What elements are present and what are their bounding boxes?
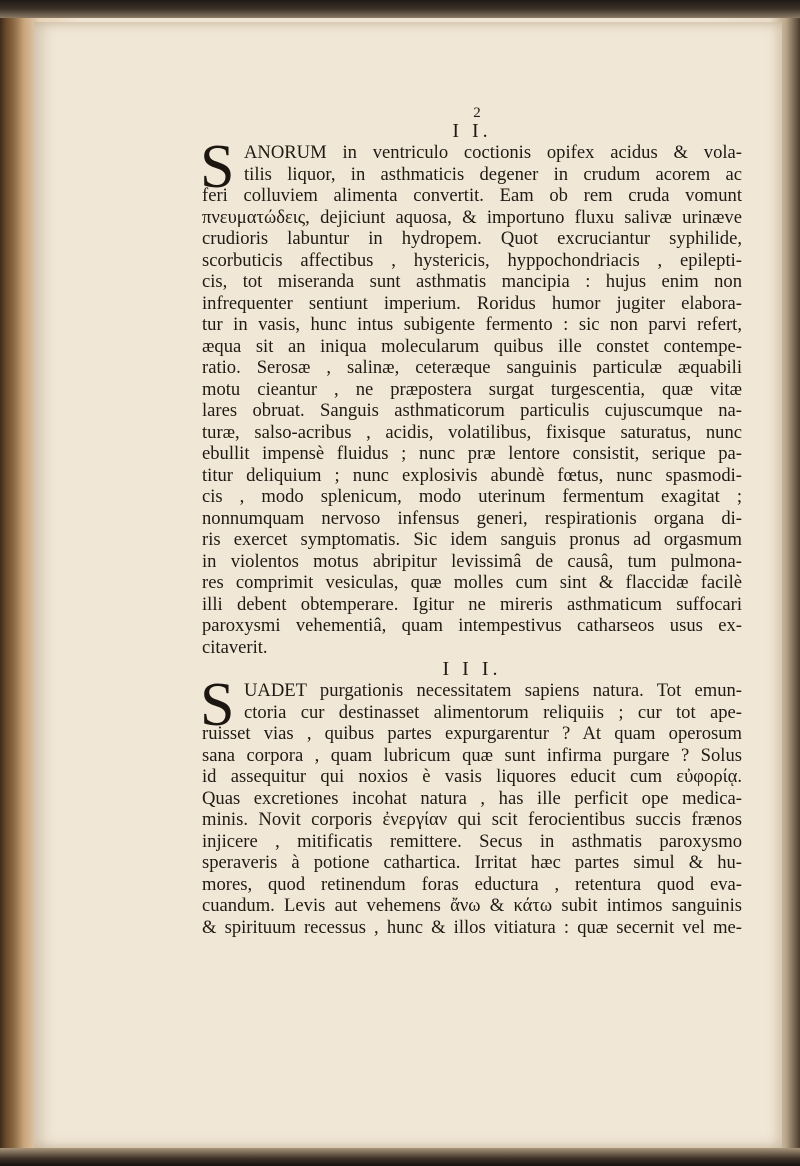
- book-top-edge: [0, 0, 800, 18]
- text-line: scorbuticis affectibus , hystericis, hyppochondriacis , epilepti-: [202, 249, 742, 271]
- text-line: tilis liquor, in asthmaticis degener in crudum acorem ac: [244, 163, 742, 185]
- text-line: speraveris à potione cathartica. Irritat hæc partes simul & hu-: [202, 852, 742, 873]
- text-line: mores, quod retinendum foras eductura , retentura quod eva-: [202, 873, 742, 895]
- text-line: illi debent obtemperare. Igitur ne mireris asthmaticum suffocari: [202, 593, 742, 615]
- section-heading-ii: I I.: [452, 120, 492, 142]
- section-ii: [200, 133, 742, 658]
- drop-cap: S: [200, 671, 235, 739]
- text-line: & spirituum recessus , hunc & illos vitiatura : quæ secernit vel me-: [202, 916, 742, 938]
- text-line: motu cieantur , ne præpostera surgat turgescentia, quæ vitæ: [202, 378, 742, 400]
- text-line: ris exercet symptomatis. Sic idem sanguis pronus ad orgasmum: [202, 529, 742, 550]
- text-line: ruisset vias , quibus partes expurgarentur ? At quam operosum: [202, 723, 742, 744]
- text-line: feri colluviem alimenta convertit. Eam ob rem cruda vomunt: [202, 185, 742, 206]
- text-line: titur deliquium ; nunc explosivis abundè fœtus, nunc spasmodi-: [202, 464, 742, 486]
- text-line: cuandum. Levis aut vehemens ἄνω & κάτω subit intimos sanguinis: [202, 895, 742, 916]
- text-line: infrequenter sentiunt imperium. Roridus humor jugiter elabora-: [202, 292, 742, 314]
- text-line: ratio. Serosæ , salinæ, ceteræque sanguinis particulæ æquabili: [202, 357, 742, 378]
- page-number: 2: [473, 105, 481, 121]
- text-line: citaverit.: [202, 636, 268, 658]
- book-bottom-edge: [0, 1148, 800, 1166]
- text-line: cis, tot miseranda sunt asthmatis mancipia : hujus enim non: [202, 271, 742, 292]
- text-line: paroxysmi vehementiâ, quam intempestivus catharseos usus ex-: [202, 615, 742, 636]
- text-line: lares obruat. Sanguis asthmaticorum particulis cujuscumque na-: [202, 400, 742, 421]
- text-line: ANORUM in ventriculo coctionis opifex acidus & vola-: [244, 142, 742, 163]
- text-line: res comprimit vesiculas, quæ molles cum sint & flaccidæ facilè: [202, 572, 742, 593]
- text-line: nonnumquam nervoso infensus generi, respirationis organa di-: [202, 507, 742, 529]
- text-line: injicere , mitificatis remittere. Secus in asthmatis paroxysmo: [202, 830, 742, 852]
- text-line: ctoria cur destinasset alimentorum reliquiis ; cur tot ape-: [244, 701, 742, 723]
- text-line: æqua sit an iniqua molecularum quibus ille constet contempe-: [202, 335, 742, 357]
- book-page: [34, 22, 782, 1148]
- text-line: tur in vasis, hunc intus subigente fermento : sic non parvi refert,: [202, 314, 742, 335]
- drop-cap: S: [200, 133, 235, 201]
- text-line: UADET purgationis necessitatem sapiens natura. Tot emun-: [244, 680, 742, 701]
- text-line: sana corpora , quam lubricum quæ sunt infirma purgare ? Solus: [202, 744, 742, 766]
- text-line: crudioris labuntur in hydropem. Quot excruciantur syphilide,: [202, 228, 742, 249]
- text-line: cis , modo splenicum, modo uterinum fermentum exagitat ;: [202, 486, 742, 507]
- text-line: ebullit impensè fluidus ; nunc præ lentore consistit, serique pa-: [202, 443, 742, 464]
- text-line: πνευματώδεις, dejiciunt aquosa, & importuno fluxu salivæ urinæve: [202, 206, 742, 228]
- section-heading-iii: I I I.: [442, 658, 502, 680]
- text-line: minis. Novit corporis ἐνεργίαν qui scit ferocientibus succis frænos: [202, 809, 742, 830]
- text-line: id assequitur qui noxios è vasis liquores educit cum εὐφορίᾳ.: [202, 766, 742, 787]
- text-line: in violentos motus abripitur levissimâ de causâ, tum pulmona-: [202, 550, 742, 572]
- section-iii: [200, 671, 742, 938]
- text-line: turæ, salso-acribus , acidis, volatilibus, fixisque saturatus, nunc: [202, 421, 742, 443]
- text-line: Quas excretiones incohat natura , has ille perficit ope medica-: [202, 787, 742, 809]
- text-block: [202, 106, 742, 938]
